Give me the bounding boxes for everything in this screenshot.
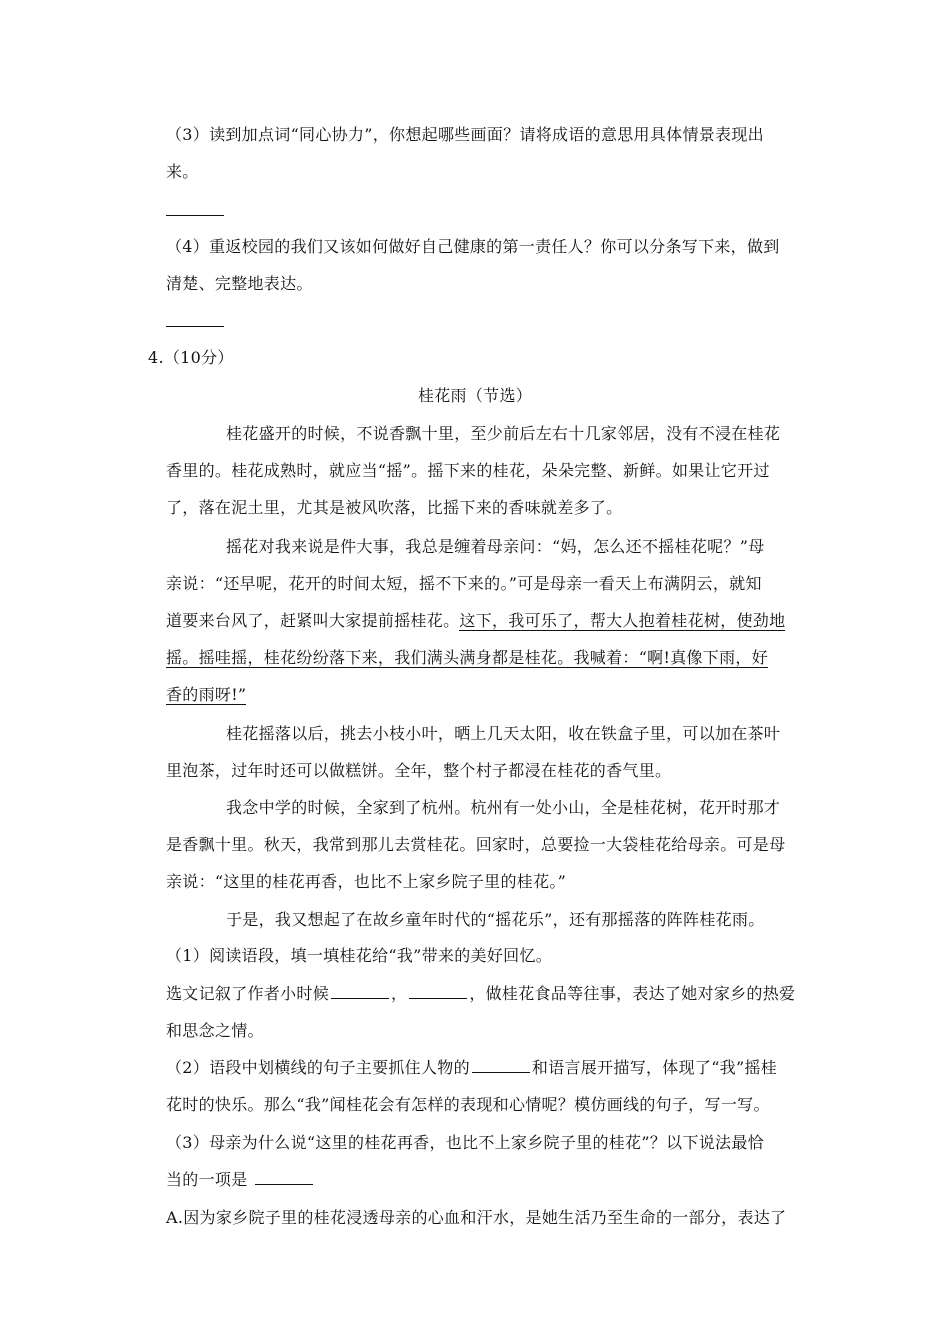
p2-line4 (166, 648, 768, 668)
s3-option-a: A.因为家乡院子里的桂花浸透母亲的心血和汗水，是她生活乃至生命的一部分，表达了 (166, 1208, 787, 1227)
s2-line2: 花时的快乐。那么“我”闻桂花会有怎样的表现和心情呢？模仿画线的句子，写一写。 (166, 1095, 770, 1114)
p3-line2: 里泡茶，过年时还可以做糕饼。全年，整个村子都浸在桂花的香气里。 (166, 761, 672, 780)
s3-text: 当的一项是 (166, 1170, 248, 1189)
p3-line1: 桂花摇落以后，挑去小枝小叶，晒上几天太阳，收在铁盒子里，可以加在茶叶 (226, 724, 781, 743)
s3-line2 (166, 1170, 315, 1190)
s1-blank-1[interactable] (331, 984, 389, 999)
p4-line2: 是香飘十里。秋天，我常到那儿去赏桂花。回家时，总要捡一大袋桂花给母亲。可是母 (166, 835, 786, 854)
p5-line1: 于是，我又想起了在故乡童年时代的“摇花乐”，还有那摇落的阵阵桂花雨。 (226, 910, 765, 929)
q3-sub3-answer-line[interactable] (166, 215, 224, 216)
s2-text-a: （2）语段中划横线的句子主要抓住人物的 (166, 1058, 470, 1077)
s1-prompt: （1）阅读语段，填一填桂花给“我”带来的美好回忆。 (166, 946, 553, 965)
p2-line2: 亲说：“还早呢，花开的时间太短，摇不下来的。”可是母亲一看天上布满阴云，就知 (166, 574, 762, 593)
p2-line3 (166, 611, 785, 631)
underlined-sentence-end: 香的雨呀!” (166, 685, 247, 704)
p1-line3: 了，落在泥土里，尤其是被风吹落，比摇下来的香味就差多了。 (166, 498, 623, 517)
q3-sub4-answer-line[interactable] (166, 326, 224, 327)
p2-line5 (166, 685, 246, 705)
s3-blank[interactable] (255, 1170, 313, 1185)
s1-text-b: ， (391, 984, 408, 1003)
p4-line3: 亲说：“这里的桂花再香，也比不上家乡院子里的桂花。” (166, 872, 567, 891)
s1-text-a: 选文记叙了作者小时候 (166, 984, 330, 1003)
s2-blank[interactable] (472, 1058, 530, 1073)
p1-line1: 桂花盛开的时候，不说香飘十里，至少前后左右十几家邻居，没有不浸在桂花 (226, 424, 781, 443)
q3-sub3-line2: 来。 (166, 162, 199, 181)
p1-line2: 香里的。桂花成熟时，就应当“摇”。摇下来的桂花，朵朵完整、新鲜。如果让它开过 (166, 461, 770, 480)
q3-sub4-line1: （4）重返校园的我们又该如何做好自己健康的第一责任人？你可以分条写下来，做到 (166, 237, 780, 256)
p2-line3-plain: 道要来台风了，赶紧叫大家提前摇桂花。 (166, 611, 460, 630)
q4-header: 4.（10分） (148, 348, 234, 367)
s2-line1 (166, 1058, 777, 1078)
s1-line3: 和思念之情。 (166, 1021, 264, 1040)
q3-sub3-line1: （3）读到加点词“同心协力”，你想起哪些画面？请将成语的意思用具体情景表现出 (166, 125, 764, 144)
underlined-sentence-cont: 摇。摇哇摇，桂花纷纷落下来，我们满头满身都是桂花。我喊着：“啊!真像下雨，好 (166, 648, 769, 667)
q3-sub4-line2: 清楚、完整地表达。 (166, 274, 313, 293)
s1-blank-2[interactable] (409, 984, 467, 999)
underlined-sentence: 这下，我可乐了，帮大人抱着桂花树，使劲地 (459, 611, 786, 630)
s1-text-c: ，做桂花食品等往事，表达了她对家乡的热爱 (469, 984, 796, 1003)
s3-line1: （3）母亲为什么说“这里的桂花再香，也比不上家乡院子里的桂花”？以下说法最恰 (166, 1133, 764, 1152)
passage-title: 桂花雨（节选） (417, 386, 533, 405)
s1-fill-line (166, 984, 795, 1004)
p4-line1: 我念中学的时候，全家到了杭州。杭州有一处小山，全是桂花树，花开时那才 (226, 798, 781, 817)
p2-line1: 摇花对我来说是件大事，我总是缠着母亲问：“妈，怎么还不摇桂花呢？”母 (226, 537, 765, 556)
s2-text-b: 和语言展开描写，体现了“我”摇桂 (531, 1058, 778, 1077)
